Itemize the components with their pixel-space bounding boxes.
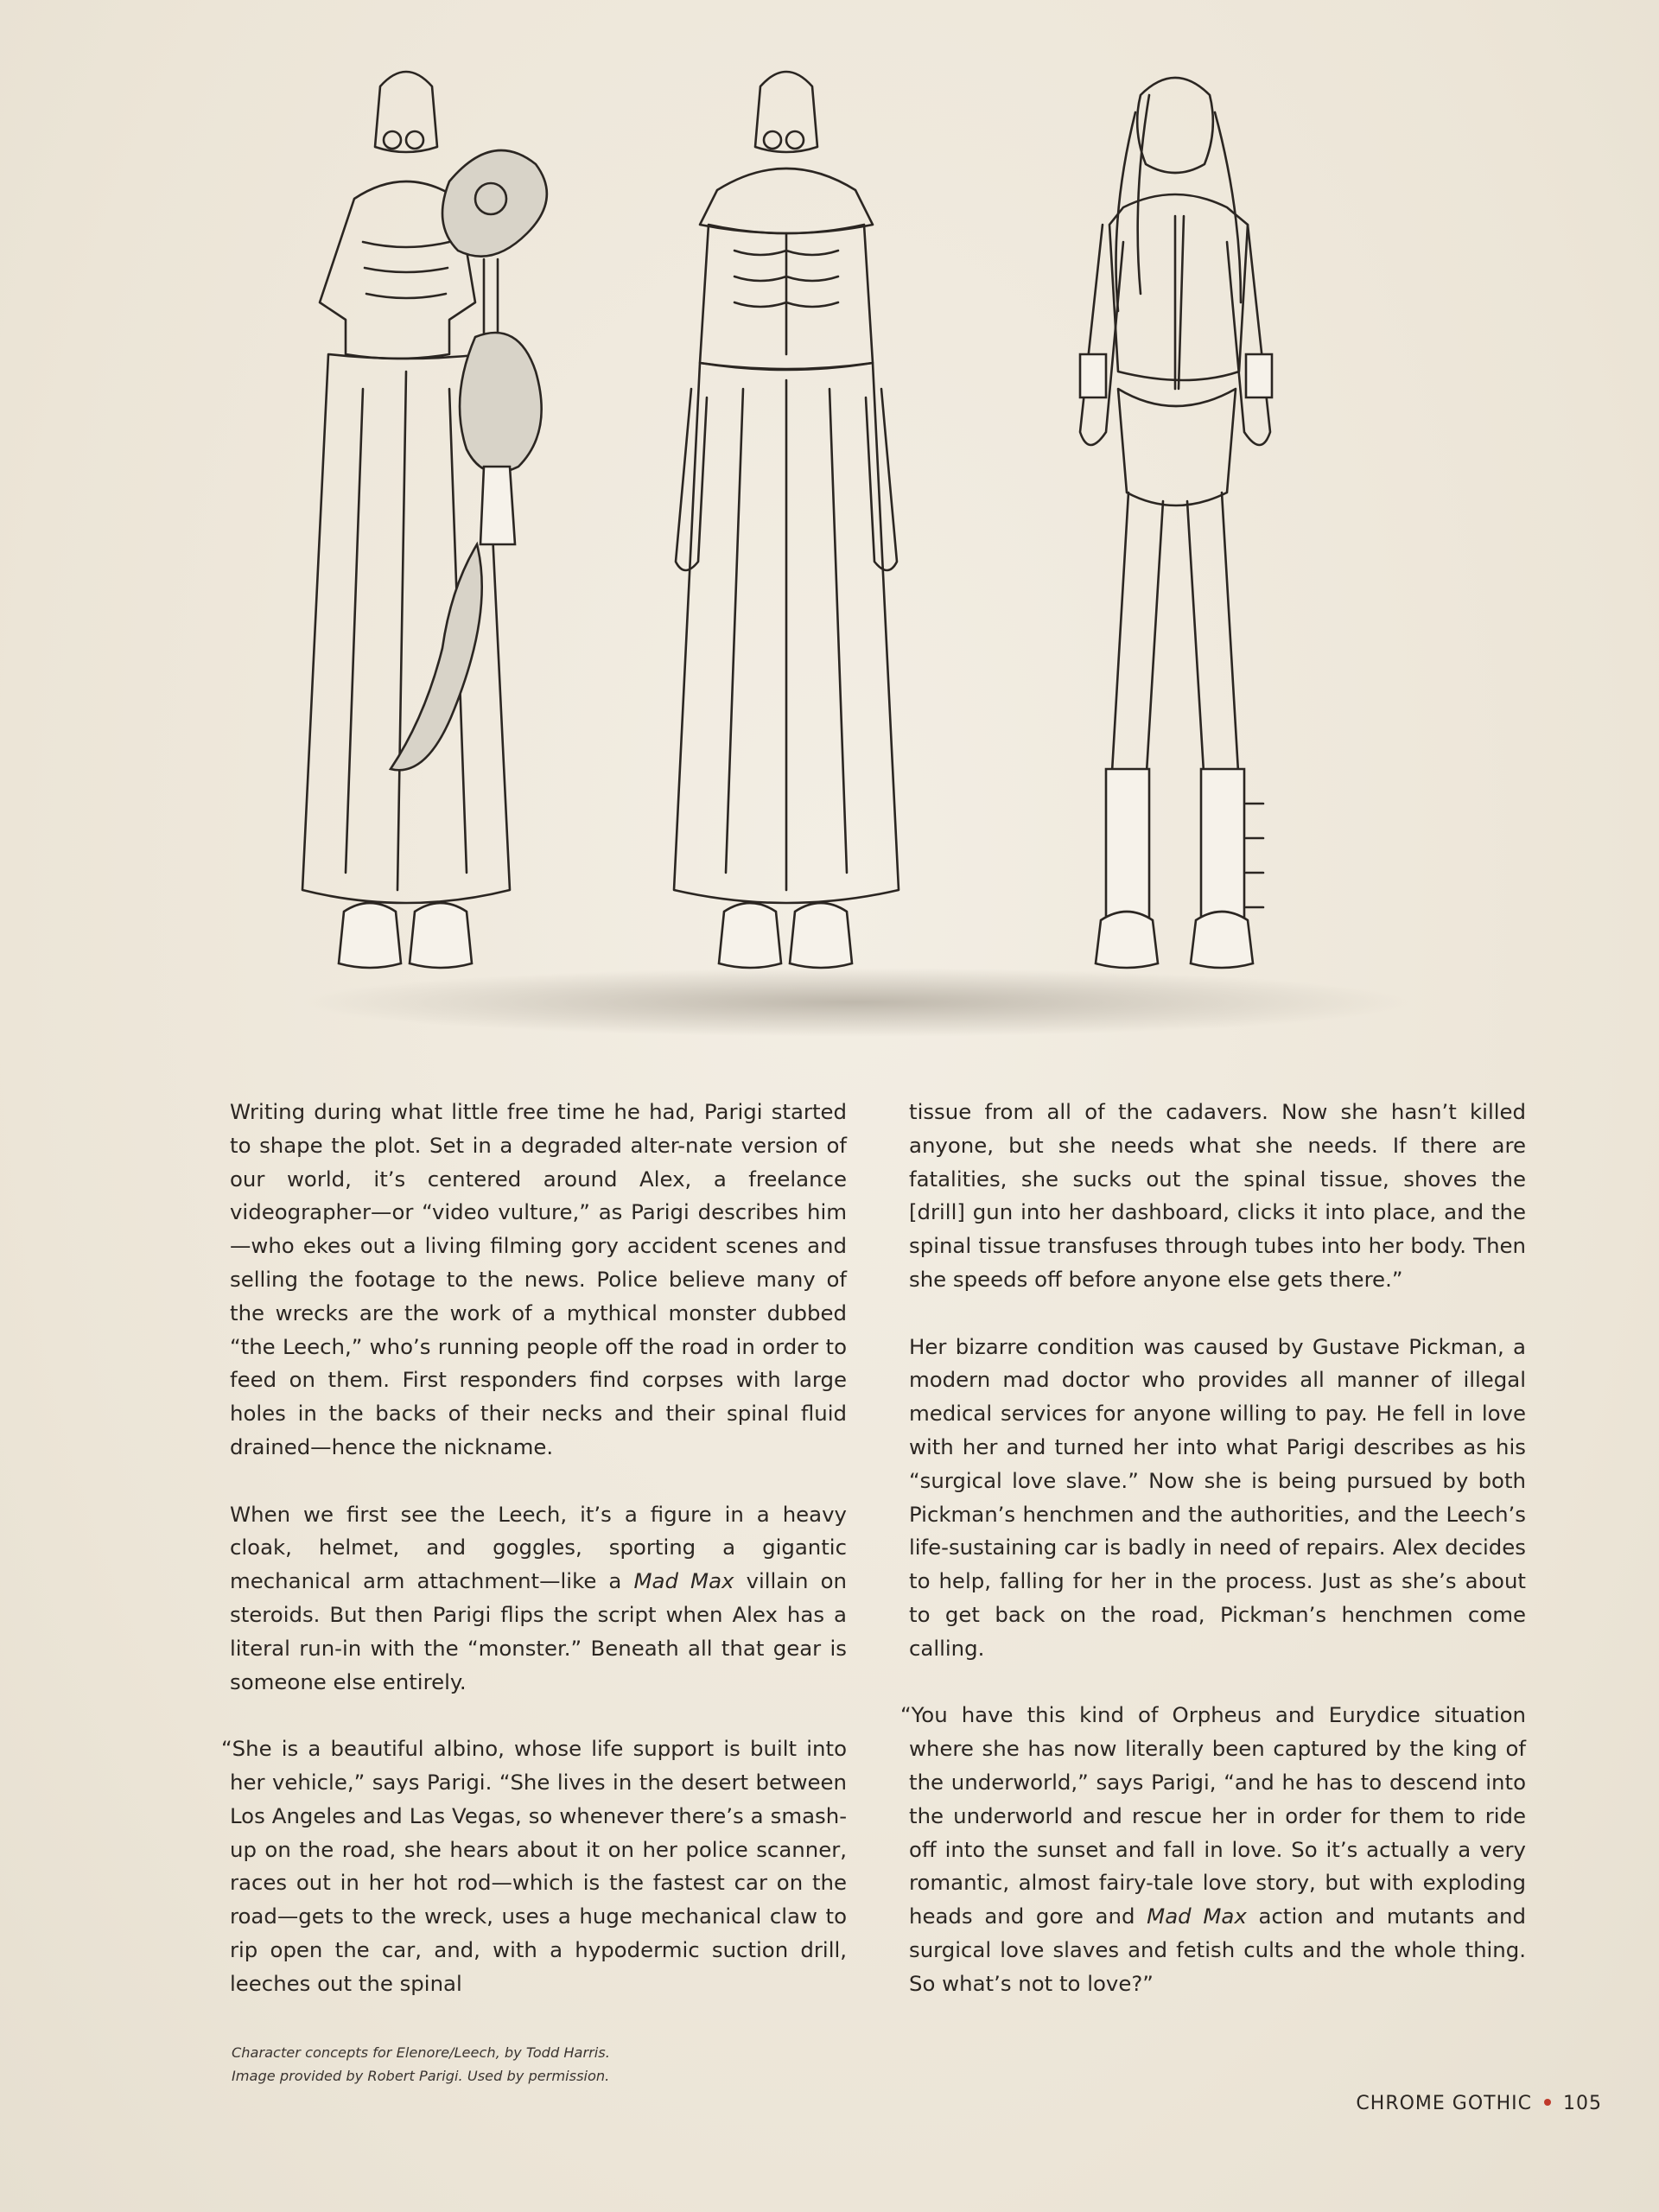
figure-elenore: [1080, 78, 1272, 968]
article-paragraph: When we first see the Leech, it’s a figure in a heavy cloak, helmet, and goggles, sporting a gigantic mechanical arm attachment—like a Mad Max villain on steroids. But then Parigi flips the script when Alex has a literal run-in with the “monster.” Beneath all that gear is someone else entirely.: [230, 1501, 847, 1694]
left-boot: [1106, 769, 1149, 925]
head: [1137, 78, 1213, 173]
legs: [1111, 493, 1239, 786]
caption-line: Character concepts for Elenore/Leech, by Todd Harris.: [232, 2044, 610, 2061]
claw-hook: [391, 544, 482, 770]
mechanical-forearm: [460, 333, 542, 473]
image-caption: [232, 2041, 715, 2088]
figure-leech-with-arm: [302, 72, 547, 968]
right-boot: [1201, 769, 1244, 925]
article-paragraph: Writing during what little free time he had, Parigi started to shape the plot. Set in a degraded alter-nate version of our world, it’s centered around Alex, a freelance videographer—or “video vulture,” as Parigi describes him—who ekes out a living filming gory accident scenes and selling the footage to the news. Police believe many of the wrecks are the work of a mythical monster dubbed “the Leech,” who’s running people off the road in order to feed on them. First responders find corpses with large holes in the backs of their necks and their spinal fluid drained—hence the nickname.: [230, 1099, 847, 1459]
figure-leech-cloaked: [674, 72, 899, 968]
hips: [1118, 389, 1236, 505]
article-column-left: [221, 1096, 847, 2001]
page-number: 105: [1563, 2093, 1602, 2114]
shoulder-armor: [442, 150, 547, 257]
ground-shadow: [302, 968, 1408, 1037]
bullet-dot-icon: [1544, 2099, 1551, 2106]
character-concept-illustration: [285, 60, 1426, 1054]
article-column-right: [900, 1096, 1526, 2001]
article-paragraph: “You have this kind of Orpheus and Eurydice situation where she has now literally been captured by the king of the underworld,” says Parigi, “and he has to descend into the underworld and rescue her in order for them to ride off into the sunset and fall in love. So it’s actually a very romantic, almost fairy-tale love story, but with exploding heads and gore and Mad Max action and mutants and surgical love slaves and fetish cults and the whole thing. So what’s not to love?”: [900, 1702, 1526, 1996]
section-title: CHROME GOTHIC: [1356, 2093, 1532, 2114]
page-footer: [1356, 2093, 1602, 2114]
high-collar: [700, 168, 873, 233]
article-paragraph: Her bizarre condition was caused by Gustave Pickman, a modern mad doctor who provides all manner of illegal medical services for anyone willing to pay. He fell in love with her and turned her into what Parigi describes as his “surgical love slave.” Now she is being pursued by both Pickman’s henchmen and the authorities, and the Leech’s life-sustaining car is badly in need of repairs. Alex decides to help, falling for her in the process. Just as she’s about to get back on the road, Pickman’s henchmen come calling.: [909, 1333, 1526, 1661]
caption-line: Image provided by Robert Parigi. Used by permission.: [232, 2068, 610, 2084]
article-paragraph: “She is a beautiful albino, whose life support is built into her vehicle,” says Parigi. “She lives in the desert between Los Angeles and Las Vegas, so whenever there’s a smash-up on the road, she hears about it on her police scanner, races out in her hot rod—which is the fastest car on the road—gets to the wreck, uses a huge mechanical claw to rip open the car, and, with a hypodermic suction drill, leeches out the spinal: [221, 1736, 847, 1996]
article-paragraph: tissue from all of the cadavers. Now she hasn’t killed anyone, but she needs what she needs. If there are fatalities, she sucks out the spinal tissue, shoves the [drill] gun into her dashboard, clicks it into place, and the spinal tissue transfuses through tubes into her body. Then she speeds off before anyone else gets there.”: [909, 1099, 1526, 1292]
